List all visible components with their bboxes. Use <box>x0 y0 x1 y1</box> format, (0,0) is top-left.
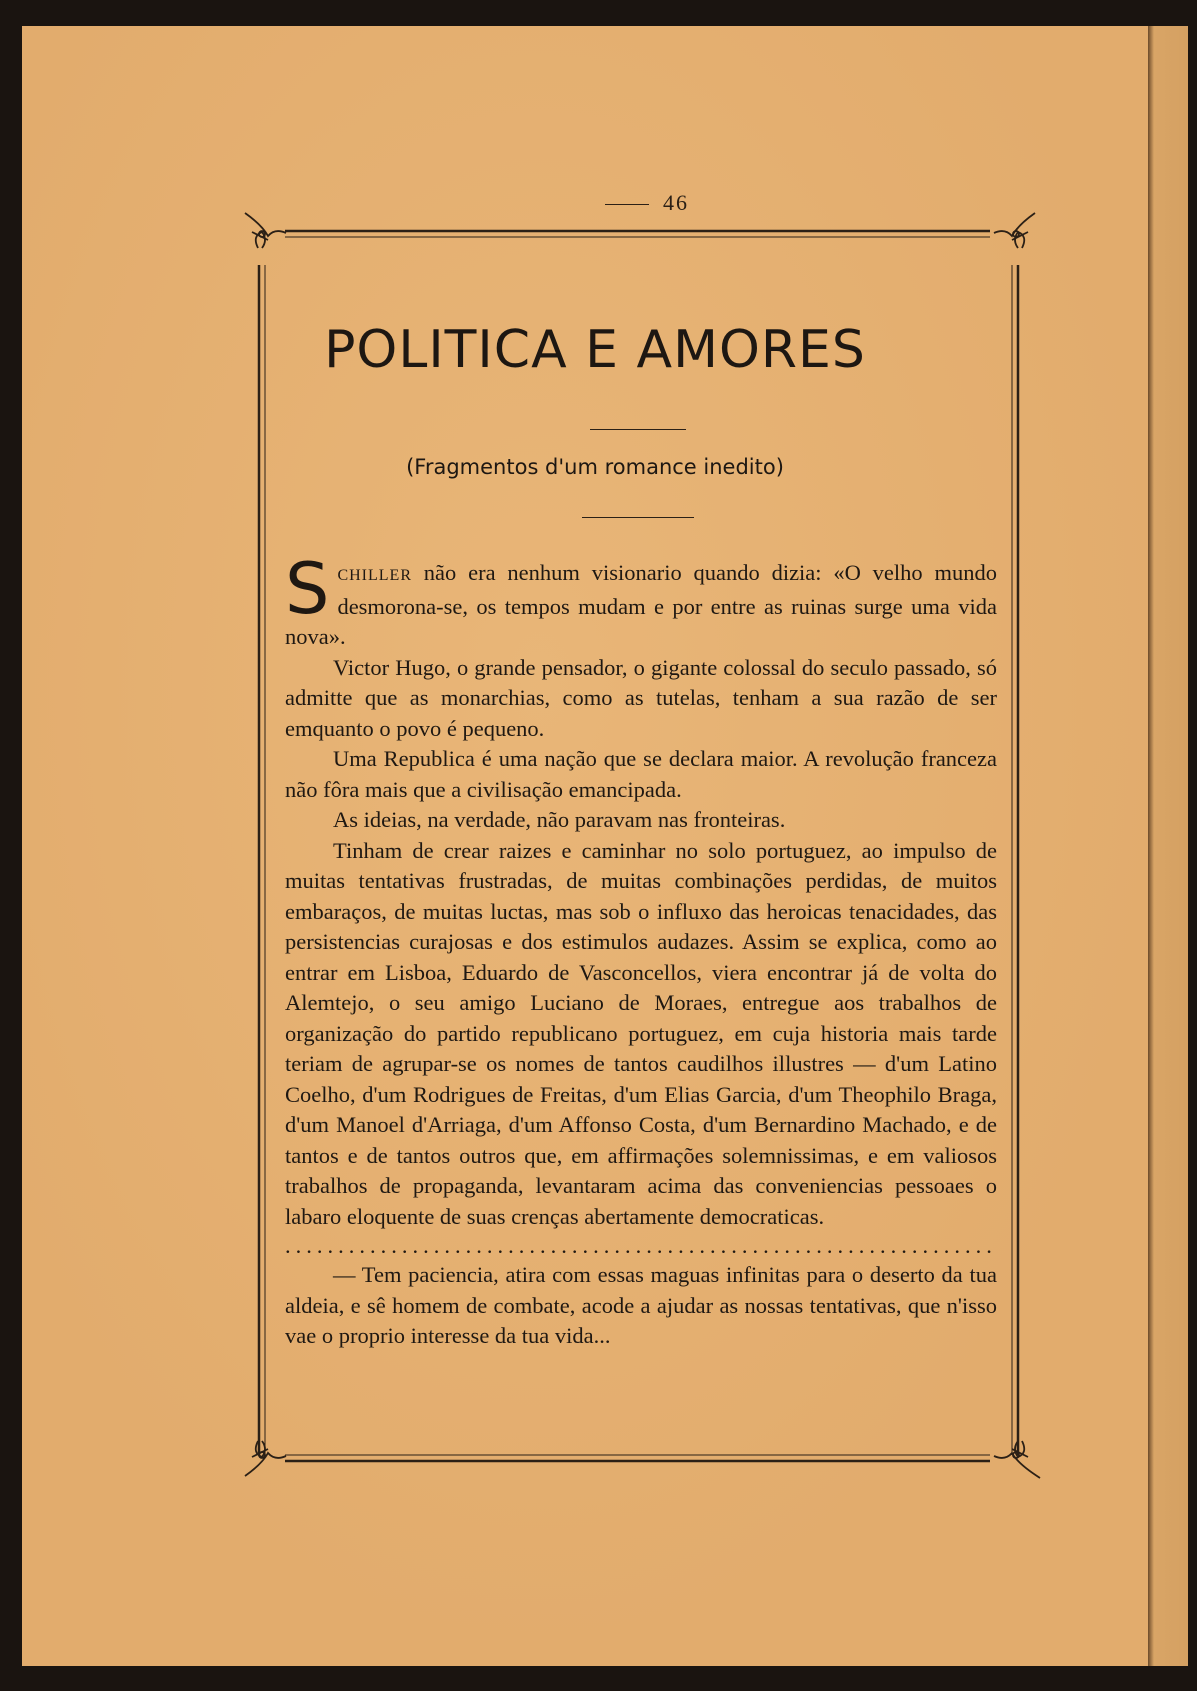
corner-ornament-icon <box>994 213 1035 248</box>
paragraph-text: não era nenhum visionario quando dizia: «O velho mundo desmorona-se, os tempos mudam e por entre as ruinas surge uma vida nova». <box>285 560 997 649</box>
article-body <box>285 548 997 1352</box>
corner-ornament-icon <box>245 213 286 248</box>
paragraph-4: As ideias, na verdade, não paravam nas fronteiras. <box>333 807 786 832</box>
article-title: POLITICA E AMORES <box>324 320 866 380</box>
closing-paragraph: — Tem paciencia, atira com essas maguas infinitas para o deserto da tua aldeia, e sê homem de combate, acode a ajudar as nossas tentativas, que n'isso vae o proprio interesse da tua vida... <box>285 1262 997 1348</box>
paragraph-5: Tinham de crear raizes e caminhar no solo portuguez, ao impulso de muitas tentativas frustradas, de muitas combinações perdidas, de muitos embaraços, de muitas luctas, mas sob o influxo das heroicas tenacidades, das persistencias curajosas e dos estimulos audazes. Assim se explica, como ao entrar em Lisboa, Eduardo de Vasconcellos, viera encontrar já de volta do Alemtejo, o seu amigo Luciano de Moraes, entregue aos trabalhos de organização do partido republicano portuguez, em cuja historia mais tarde teriam de agrupar-se os nomes de tantos caudilhos illustres — d'um Latino Coelho, d'um Rodrigues de Freitas, d'um Elias Garcia, d'um Theophilo Braga, d'um Manoel d'Arriaga, d'um Affonso Costa, d'um Bernardino Machado, e de tantos e de tantos outros que, em affirmações solemnissimas, e em valiosos trabalhos de propaganda, levantaram acima das conveniencias pessoaes o labaro eloquente de suas crenças abertamente democraticas. <box>285 837 997 1229</box>
subtitle-rule <box>582 517 694 518</box>
dotted-separator: ................................................................... <box>285 1236 997 1258</box>
paragraph-1 <box>285 548 997 653</box>
drop-cap: S <box>285 548 330 630</box>
title-rule <box>590 429 686 430</box>
page-number: 46 <box>663 190 689 215</box>
article-subtitle: (Fragmentos d'um romance inedito) <box>406 455 784 479</box>
corner-ornament-icon <box>245 1441 286 1476</box>
paragraph-2: Victor Hugo, o grande pensador, o gigante colossal do seculo passado, só admitte que as monarchias, como as tutelas, tenham a sua razão de ser emquanto o povo é pequeno. <box>285 654 997 741</box>
paragraph-3: Uma Republica é uma nação que se declara maior. A revolução franceza não fôra mais que a civilisação emancipada. <box>285 746 997 802</box>
first-word: CHILLER <box>337 567 412 584</box>
